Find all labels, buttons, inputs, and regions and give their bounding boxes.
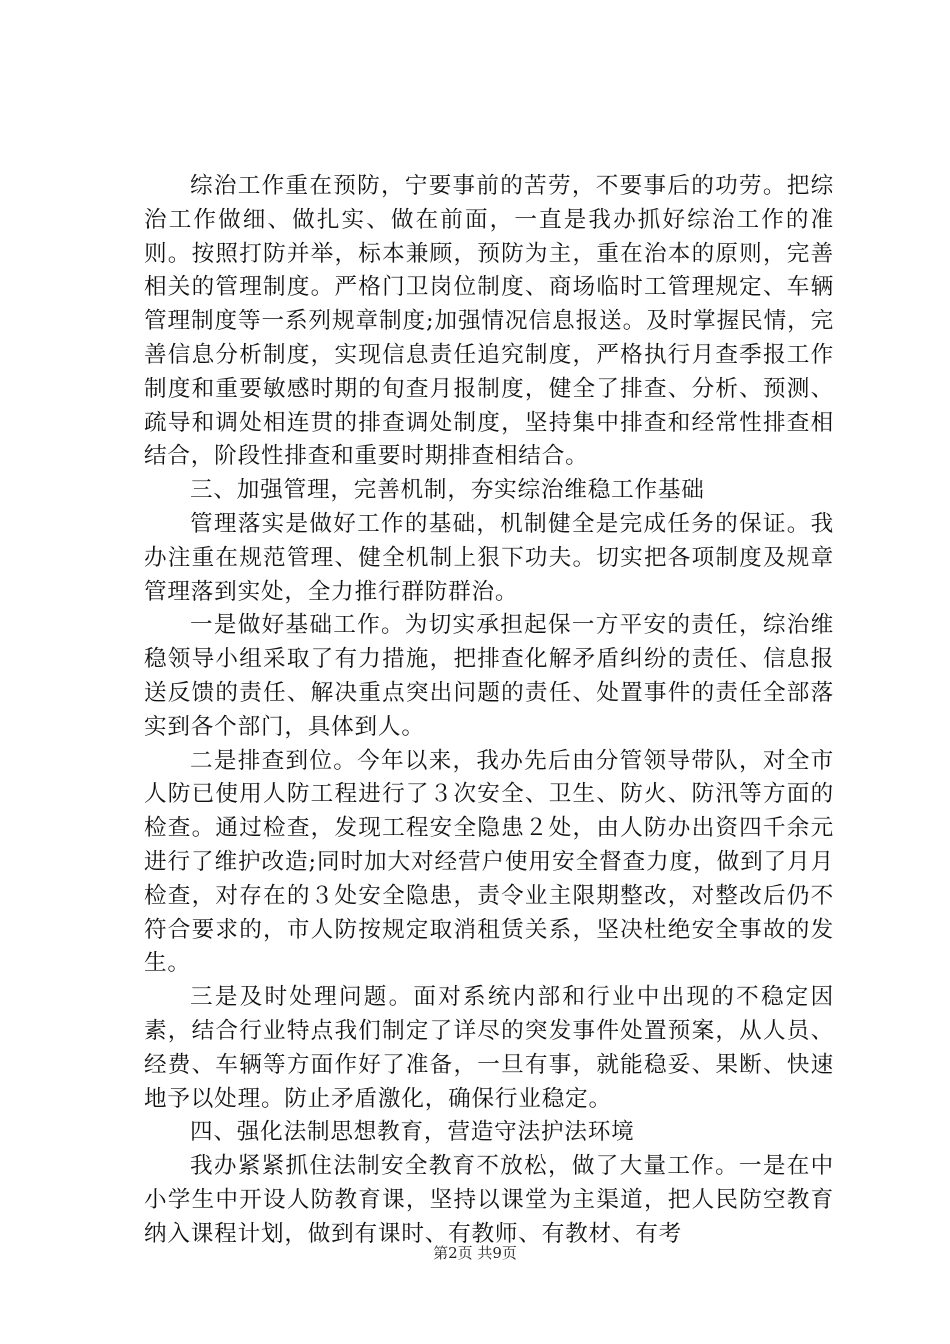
section-heading-4: 四、强化法制思想教育，营造守法护法环境 [190, 1119, 635, 1146]
paragraph-legal-education: 我办紧紧抓住法制安全教育不放松，做了大量工作。一是在中小学生中开设人防教育课，坚持以课堂为主渠道，把人民防空教育纳入课程计划，做到有课时、有教师、有教材、有考 [144, 1153, 834, 1247]
paragraph-management: 管理落实是做好工作的基础，机制健全是完成任务的保证。我办注重在规范管理、健全机制上狠下功夫。切实把各项制度及规章管理落到实处，全力推行群防群治。 [144, 510, 834, 605]
paragraph-prevention: 综治工作重在预防，宁要事前的苦劳，不要事后的功劳。把综治工作做细、做扎实、做在前面，一直是我办抓好综治工作的准则。按照打防并举，标本兼顾，预防为主，重在治本的原则，完善相关的管理制度。严格门卫岗位制度、商场临时工管理规定、车辆管理制度等一系列规章制度;加强情况信息报送。及时掌握民情，完善信息分析制度，实现信息责任追究制度，严格执行月查季报工作制度和重要敏感时期的旬查月报制度，健全了排查、分析、预测、疏导和调处相连贯的排查调处制度，坚持集中排查和经常性排查相结合，阶段性排查和重要时期排查相结合。 [144, 173, 834, 470]
section-heading-3: 三、加强管理，完善机制，夯实综治维稳工作基础 [190, 477, 705, 504]
paragraph-handling: 三是及时处理问题。面对系统内部和行业中出现的不稳定因素，结合行业特点我们制定了详尽的突发事件处置预案，从人员、经费、车辆等方面作好了准备，一旦有事，就能稳妥、果断、快速地予以处理。防止矛盾激化，确保行业稳定。 [144, 984, 834, 1112]
paragraph-basic-work: 一是做好基础工作。为切实承担起保一方平安的责任，综治维稳领导小组采取了有力措施，把排查化解矛盾纠纷的责任、信息报送反馈的责任、解决重点突出问题的责任、处置事件的责任全部落实到各个部门，具体到人。 [144, 612, 834, 740]
page-number-footer: 第2页 共9页 [433, 1244, 517, 1262]
paragraph-inspection: 二是排查到位。今年以来，我办先后由分管领导带队，对全市人防已使用人防工程进行了３次安全、卫生、防火、防汛等方面的检查。通过检查，发现工程安全隐患２处，由人防办出资四千余元进行了维护改造;同时加大对经营户使用安全督查力度，做到了月月检查，对存在的３处安全隐患，责令业主限期整改，对整改后仍不符合要求的，市人防按规定取消租赁关系，坚决杜绝安全事故的发生。 [144, 747, 834, 977]
document-body [144, 170, 834, 1252]
